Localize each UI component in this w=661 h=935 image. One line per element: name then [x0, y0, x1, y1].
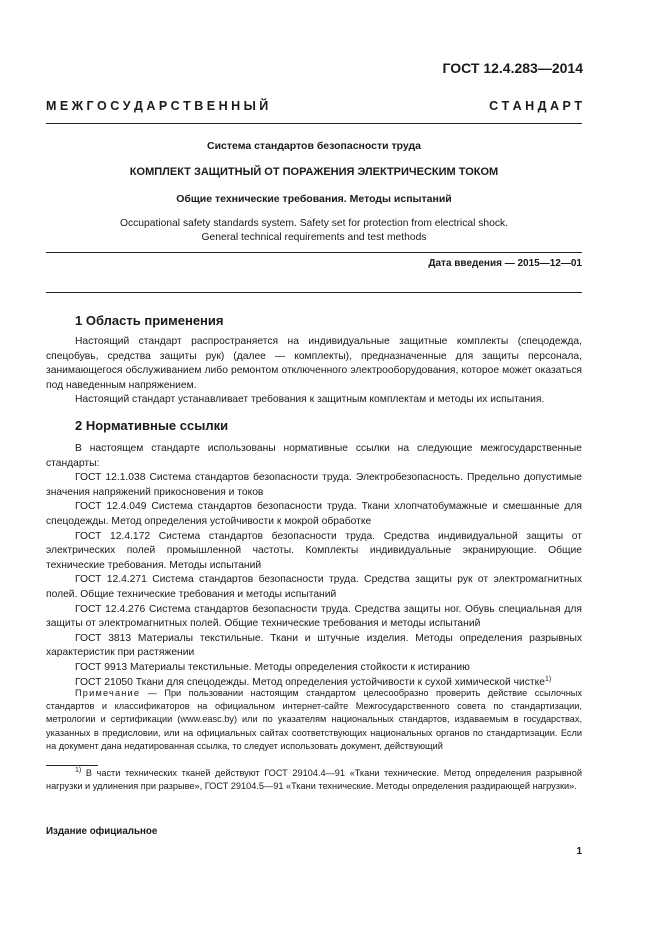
section2-intro: В настоящем стандарте использованы нормативные ссылки на следующие межгосударственные стандарты: [46, 443, 582, 469]
section1-heading: 1 Область применения [75, 313, 224, 328]
reference-item: ГОСТ 12.4.276 Система стандартов безопасности труда. Средства защиты ног. Обувь специальная для защиты от электромагнитных полей. Общие технические требования и методы испытаний [46, 603, 582, 630]
english-title [46, 217, 582, 245]
standard-number: ГОСТ 12.4.283—2014 [442, 60, 583, 76]
section1-paragraph: Настоящий стандарт устанавливает требования к защитным комплектам и методы их испытания. [75, 394, 545, 406]
interstate-word: М Е Ж Г О С У Д А Р С Т В Е Н Н Ы Й [46, 99, 269, 113]
interstate-standard-banner [46, 99, 582, 113]
section1-paragraph: Настоящий стандарт распространяется на индивидуальные защитные комплекты (спецодежда, спецобувь, средства защиты рук) (далее — комплекты), предназначенные для защиты персонала, занимающегося обслуживанием либо ремонтом отключенного электрооборудования, которое может оказаться под наведенным напряжением. [46, 336, 582, 391]
reference-item: ГОСТ 12.1.038 Система стандартов безопасности труда. Электробезопасность. Предельно допустимые значения напряжений прикосновения и токов [46, 472, 582, 498]
section2-heading: 2 Нормативные ссылки [75, 418, 229, 433]
introduction-date: Дата введения — 2015—12—01 [428, 258, 582, 269]
date-divider [46, 292, 582, 293]
standard-word: С Т А Н Д А Р Т [489, 99, 582, 113]
note-label: Примечание [75, 688, 141, 698]
reference-text: ГОСТ 21050 Ткани для спецодежды. Метод определения устойчивости к сухой химической чистке [75, 676, 545, 688]
page-number: 1 [576, 846, 582, 857]
top-divider [46, 123, 582, 124]
reference-item: ГОСТ 12.4.271 Система стандартов безопасности труда. Средства защиты рук от электромагнитных полей. Общие технические требования и методы испытаний [46, 574, 582, 600]
sub-title: Общие технические требования. Методы испытаний [176, 193, 452, 205]
main-title: КОМПЛЕКТ ЗАЩИТНЫЙ ОТ ПОРАЖЕНИЯ ЭЛЕКТРИЧЕСКИМ ТОКОМ [129, 166, 499, 178]
footnote-marker: 1) [544, 675, 552, 683]
reference-item: ГОСТ 9913 Материалы текстильные. Методы определения стойкости к истиранию [75, 661, 470, 673]
footnote-mark: 1) [75, 767, 82, 774]
official-edition-label: Издание официальное [46, 826, 158, 837]
reference-item: ГОСТ 12.4.049 Система стандартов безопасности труда. Ткани хлопчатобумажные и смешанные для спецодежды. Метод определения устойчивости к мокрой обработке [46, 501, 582, 527]
series-title: Система стандартов безопасности труда [206, 140, 422, 152]
reference-item: ГОСТ 3813 Материалы текстильные. Ткани и штучные изделия. Методы определения разрывных характеристик при растяжении [46, 632, 582, 659]
section2-body [46, 442, 582, 690]
reference-item: ГОСТ 12.4.172 Система стандартов безопасности труда. Средства индивидуальной защиты от электрических полей промышленной частоты. Комплекты индивидуальные экранирующие. Общие технические требования. Методы испытаний [46, 530, 582, 571]
footnote-block [46, 767, 582, 793]
footnote-divider [46, 765, 98, 766]
english-title-line2: General technical requirements and test methods [201, 232, 427, 243]
note-block [46, 687, 582, 753]
note-text: — При пользовании настоящим стандартом целесообразно проверить действие ссылочных стандартов и классификаторов на официальном интернет-сайте Межгосударственного совета по стандартизации, метрологии и сертификации (www.easc.by) или по указателям национальных стандартов, издаваемым в государствах, указанных в предисловии, или на официальных сайтах соответствующих национальных органов по стандартизации. Если на документ дана недатированная ссылка, то следует использовать документ, действующий [46, 688, 582, 751]
title-divider [46, 252, 582, 253]
footnote-text: В части технических тканей действуют ГОСТ 29104.4—91 «Ткани технические. Метод определения разрывной нагрузки и удлинения при разрыве», ГОСТ 29104.5—91 «Ткани технические. Методы определения раздирающей нагрузки». [46, 768, 582, 792]
english-title-line1: Occupational safety standards system. Safety set for protection from electrical shock. [119, 218, 509, 229]
section1-body [46, 335, 582, 408]
